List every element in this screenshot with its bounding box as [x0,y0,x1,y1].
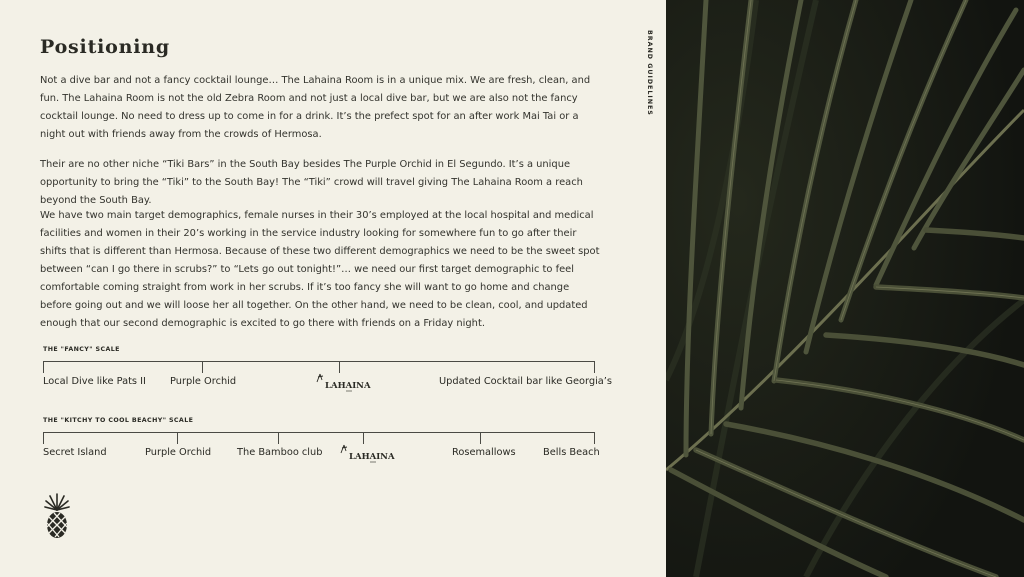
scale-label: Updated Cocktail bar like Georgia’s [439,376,613,387]
scale-tick [43,432,44,444]
brand-guidelines-label: BRAND GUIDELINES [646,30,653,116]
fancy-scale-title: THE "FANCY" SCALE [43,346,120,353]
scale-label: Bells Beach [543,447,600,458]
scale-label: Purple Orchid [145,447,212,458]
scale-tick [202,361,203,373]
scale-label: The Bamboo club [237,447,323,458]
scale-label: Rosemallows [452,447,516,458]
lahaina-logo-icon [311,373,371,395]
logo-label: LAHAINA [349,452,395,462]
paragraph-3: We have two main target demographics, female nurses in their 30’s employed at the local hospital and medical facilities and women in their 20’s working in the service industry looking for somewhere fun to go after their shifts that is different than Hermosa. Because of these two different demographics we need to be the sweet spot between “can I go there in scrubs?” to “Lets go out tonight!”… we need our first target demographic to feel comfortable coming straight from work in her scrubs. If it’s too fancy she will want to go home and change before going out and we will loose her all together. On the other hand, we need to be clean, cool, and updated enough that our second demographic is excited to go there with friends on a Friday night. [40,210,600,329]
paragraph-1: Not a dive bar and not a fancy cocktail lounge… The Lahaina Room is in a unique mix. We are fresh, clean, and fun. The Lahaina Room is not the old Zebra Room and not just a local dive bar, but we are also not the fancy cocktail lounge. No need to dress up to come in for a drink. It’s the prefect spot for an after work Mai Tai or a night out with friends away from the crowds of Hermosa. [40,75,591,140]
scale-axis [43,361,595,362]
lahaina-logo-icon [335,444,395,466]
palm-leaf-photo [666,0,1024,577]
scale-tick [43,361,44,373]
scale-tick [177,432,178,444]
page-title: Positioning [40,36,170,58]
pineapple-icon [42,492,72,540]
scale-tick [363,432,364,444]
scale-tick [278,432,279,444]
paragraph-2: Their are no other niche “Tiki Bars” in the South Bay besides The Purple Orchid in El Segundo. It’s a unique opportunity to bring the “Tiki” to the South Bay! The “Tiki” crowd will travel giving The Lahaina Room a reach beyond the South Bay. [40,159,583,206]
scale-tick [594,361,595,373]
kitchy-scale-title: THE "KITCHY TO COOL BEACHY" SCALE [43,417,194,424]
logo-label: LAHAINA [325,381,371,391]
scale-label: Purple Orchid [170,376,237,387]
scale-label: Local Dive like Pats II [43,376,146,387]
fancy-scale [43,359,613,399]
scale-tick [594,432,595,444]
scale-label: Secret Island [43,447,107,458]
scale-tick [339,361,340,373]
scale-axis [43,432,595,433]
scale-tick [480,432,481,444]
kitchy-scale [43,430,600,470]
